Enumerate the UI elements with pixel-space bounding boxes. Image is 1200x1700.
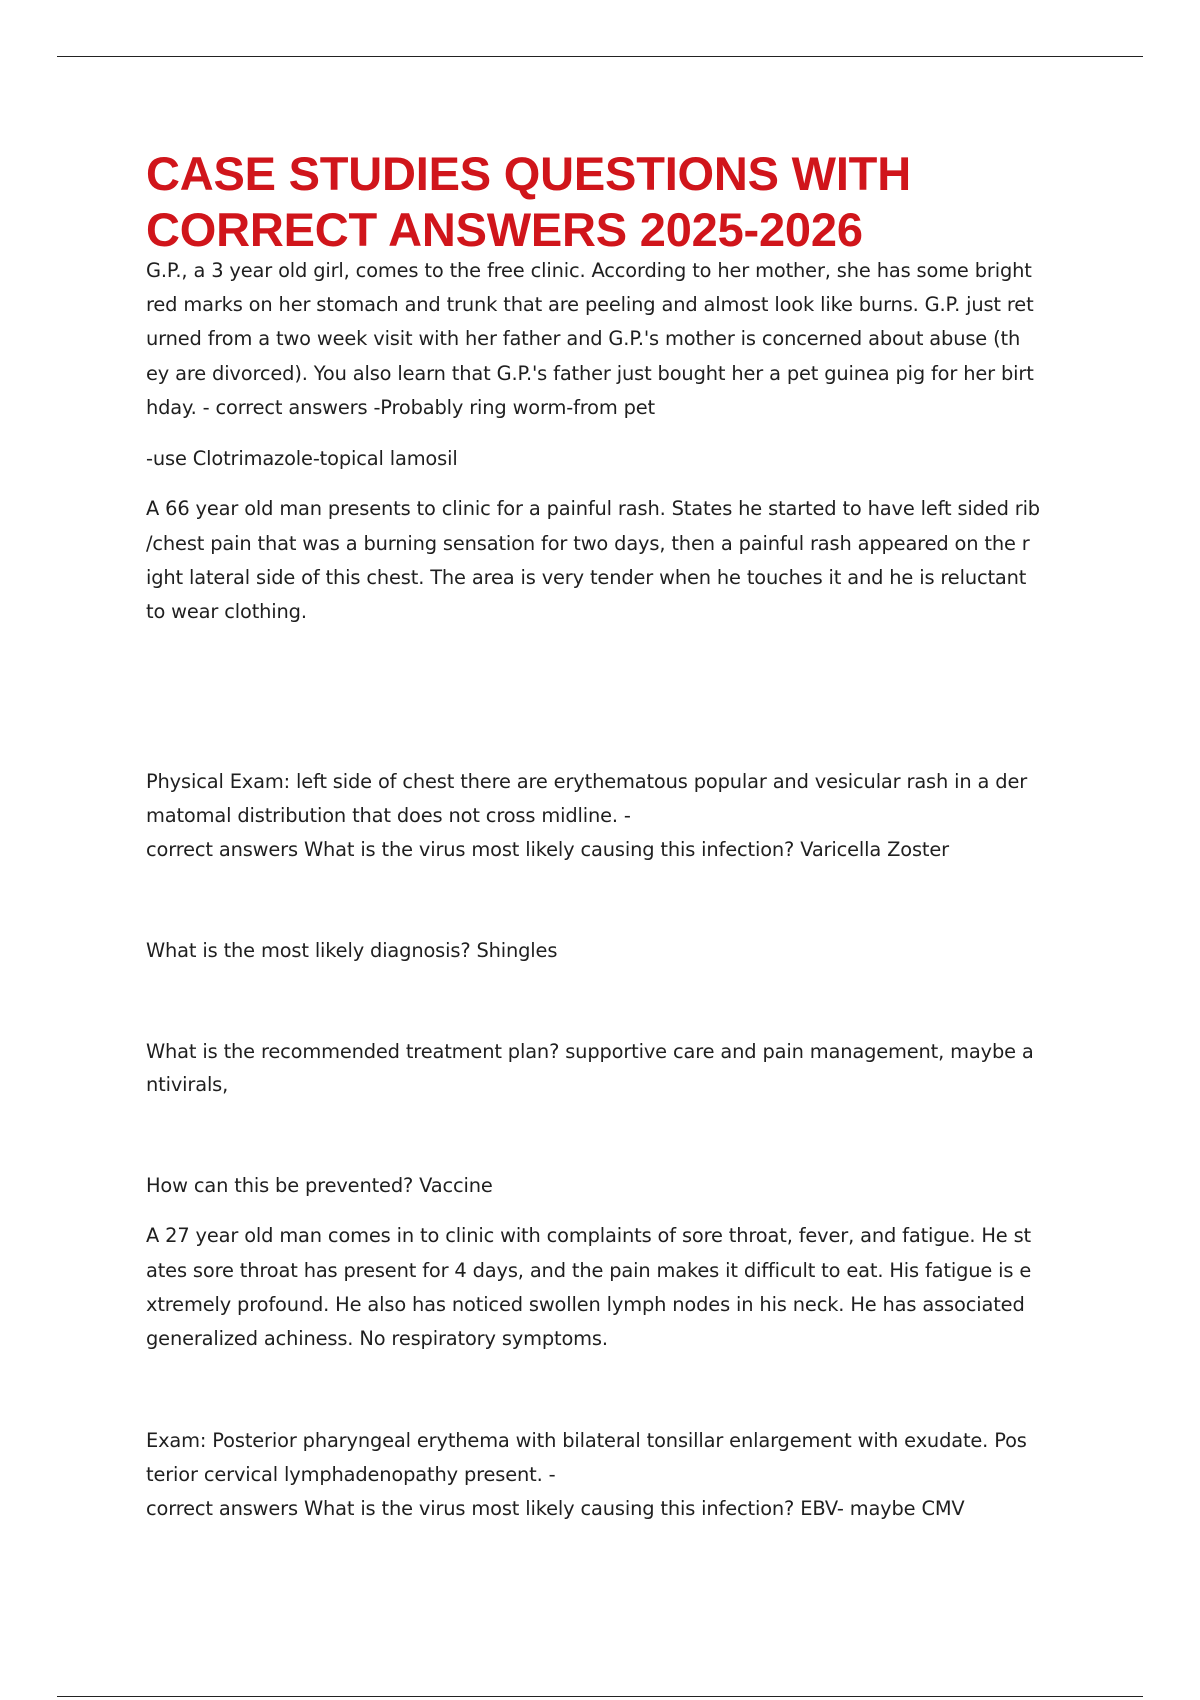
body-line: What is the recommended treatment plan? supportive care and pain management, maybe a bbox=[146, 1040, 1034, 1063]
body-line: ntivirals, bbox=[146, 1073, 229, 1096]
top-rule bbox=[57, 56, 1143, 57]
body-line: ates sore throat has present for 4 days, and the pain makes it difficult to eat. His fatigue is e bbox=[146, 1259, 1032, 1282]
body-line: xtremely profound. He also has noticed swollen lymph nodes in his neck. He has associated bbox=[146, 1293, 1025, 1316]
body-line: /chest pain that was a burning sensation for two days, then a painful rash appeared on the r bbox=[146, 532, 1030, 555]
body-line: What is the most likely diagnosis? Shingles bbox=[146, 939, 558, 962]
bottom-rule bbox=[57, 1696, 1143, 1697]
body-line: -use Clotrimazole-topical lamosil bbox=[146, 447, 458, 470]
body-line: correct answers What is the virus most likely causing this infection? Varicella Zoster bbox=[146, 838, 949, 861]
body-line: terior cervical lymphadenopathy present. - bbox=[146, 1463, 556, 1486]
body-line: Physical Exam: left side of chest there are erythematous popular and vesicular rash in a der bbox=[146, 770, 1028, 793]
body-line: red marks on her stomach and trunk that are peeling and almost look like burns. G.P. just ret bbox=[146, 293, 1034, 316]
document-title bbox=[146, 146, 911, 258]
body-line: A 66 year old man presents to clinic for a painful rash. States he started to have left sided rib bbox=[146, 497, 1040, 520]
body-line: generalized achiness. No respiratory symptoms. bbox=[146, 1327, 608, 1350]
body-line: G.P., a 3 year old girl, comes to the free clinic. According to her mother, she has some bright bbox=[146, 259, 1032, 282]
body-line: Exam: Posterior pharyngeal erythema with bilateral tonsillar enlargement with exudate. Pos bbox=[146, 1429, 1027, 1452]
body-line: hday. - correct answers -Probably ring worm-from pet bbox=[146, 396, 656, 419]
body-line: to wear clothing. bbox=[146, 600, 307, 623]
title-line-2: CORRECT ANSWERS 2025-2026 bbox=[146, 203, 863, 256]
body-line: How can this be prevented? Vaccine bbox=[146, 1174, 493, 1197]
body-line: ight lateral side of this chest. The area is very tender when he touches it and he is reluctant bbox=[146, 566, 1027, 589]
body-line: matomal distribution that does not cross midline. - bbox=[146, 804, 631, 827]
body-line: ey are divorced). You also learn that G.P.'s father just bought her a pet guinea pig for her birt bbox=[146, 362, 1034, 385]
body-line: A 27 year old man comes in to clinic with complaints of sore throat, fever, and fatigue. He st bbox=[146, 1224, 1032, 1247]
body-line: correct answers What is the virus most likely causing this infection? EBV- maybe CMV bbox=[146, 1497, 965, 1520]
body-line: urned from a two week visit with her father and G.P.'s mother is concerned about abuse (th bbox=[146, 327, 1021, 350]
title-line-1: CASE STUDIES QUESTIONS WITH bbox=[146, 147, 911, 200]
